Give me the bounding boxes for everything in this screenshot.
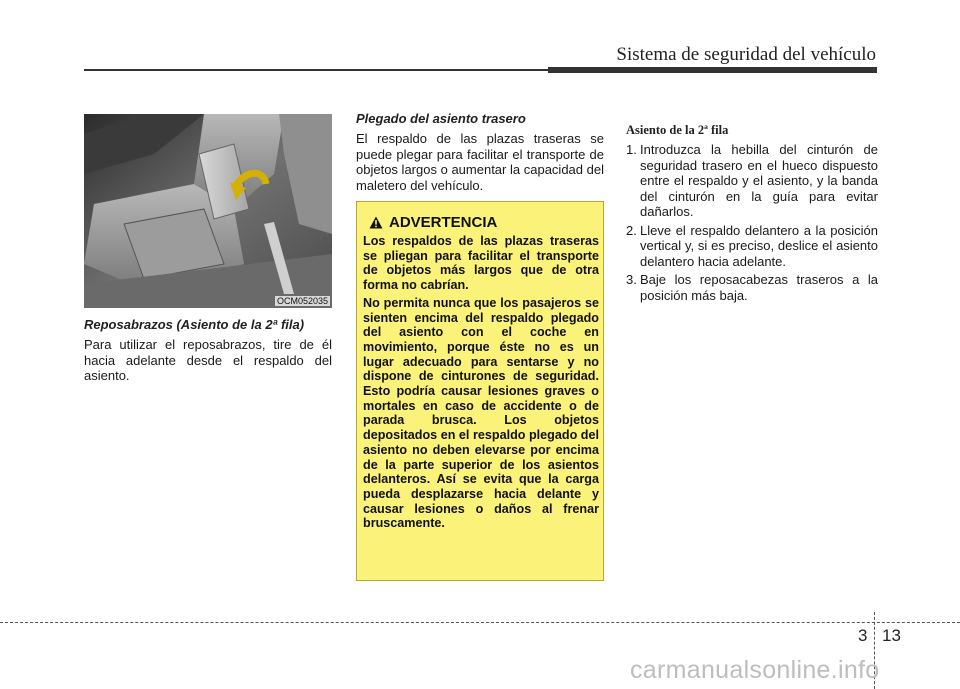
section-title: Sistema de seguridad del vehículo xyxy=(616,44,876,65)
step-number: 1. xyxy=(626,142,637,157)
warning-title: ADVERTENCIA xyxy=(389,214,498,231)
warning-header xyxy=(369,214,599,231)
armrest-photo xyxy=(84,114,332,308)
step-text: Introduzca la hebilla del cinturón de seguridad trasero en el hueco dispuesto entre el respaldo y el asiento, y la banda del cinturón en la guía para evitar dañarlos. xyxy=(640,142,878,219)
step-text: Baje los reposacabezas traseros a la posición más baja. xyxy=(640,272,878,303)
chapter-number: 3 xyxy=(858,626,868,645)
watermark: carmanualsonline.info xyxy=(630,656,880,684)
folding-heading: Plegado del asiento trasero xyxy=(356,111,526,126)
armrest-heading: Reposabrazos (Asiento de la 2ª fila) xyxy=(84,317,305,332)
header-rule-bold xyxy=(548,67,877,73)
list-item xyxy=(626,272,878,303)
folding-body: El respaldo de las plazas traseras se puede plegar para facilitar el transporte de objetos largos o aumentar la capacidad del maletero del vehículo. xyxy=(356,131,604,193)
step-number: 3. xyxy=(626,272,637,287)
warning-box xyxy=(356,201,604,581)
warning-paragraph: No permita nunca que los pasajeros se sienten encima del respaldo plegado del asiento con el coche en movimiento, porque éste no es un lugar adecuado para sentarse y no dispone de cinturones de seguridad. Esto podría causar lesiones graves o mortales en caso de accidente o de parada brusca. Los objetos depositados en el respaldo plegado del asiento no deben elevarse por encima de la parte superior de los asientos delanteros. Así se evita que la carga pueda desplazarse hacia delante y causar lesiones o daños al frenar bruscamente. xyxy=(363,295,599,531)
list-item xyxy=(626,142,878,220)
page-number: 13 xyxy=(882,626,901,645)
list-item xyxy=(626,223,878,270)
second-row-heading: Asiento de la 2ª fila xyxy=(626,123,729,137)
warning-paragraph: Los respaldos de las plazas traseras se pliegan para facilitar el transporte de objetos más largos que de otra forma no cabrían. xyxy=(363,234,599,293)
header-rule xyxy=(84,69,554,71)
step-text: Lleve el respaldo delantero a la posición vertical y, si es preciso, deslice el asiento delantero hacia adelante. xyxy=(640,222,878,269)
step-number: 2. xyxy=(626,222,637,238)
warning-triangle-icon xyxy=(369,216,383,229)
seat-illustration xyxy=(84,114,332,308)
armrest-body: Para utilizar el reposabrazos, tire de él hacia adelante desde el respaldo del asiento. xyxy=(84,337,332,383)
figure-code: OCM052035 xyxy=(276,296,328,306)
footer-rule xyxy=(0,622,960,623)
step-list xyxy=(626,142,878,306)
